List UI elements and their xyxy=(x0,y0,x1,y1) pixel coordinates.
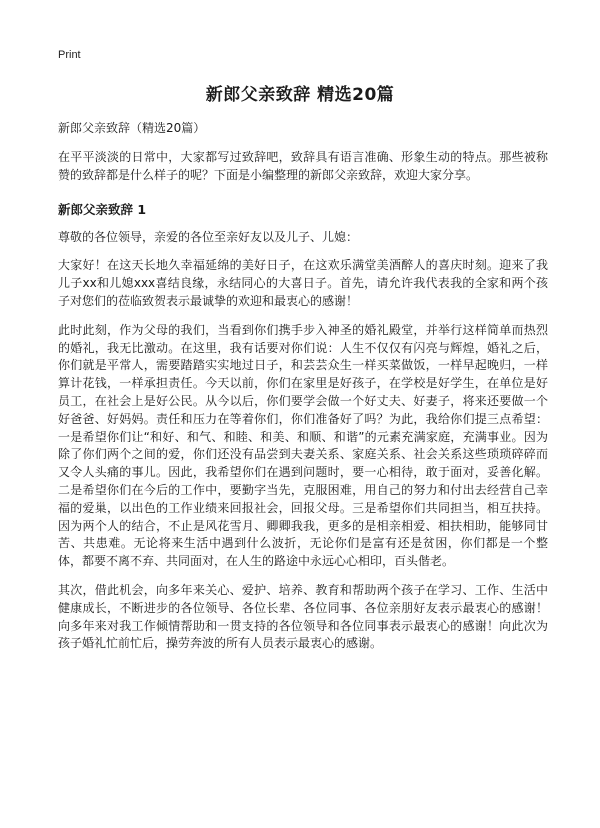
document-subtitle: 新郎父亲致辞（精选20篇） xyxy=(58,121,206,135)
body-paragraph-2: 此时此刻，作为父母的我们，当看到你们携手步入神圣的婚礼殿堂，并举行这样简单而热烈的婚礼，我无比激动。在这里，我有话要对你们说：人生不仅仅有闪亮与辉煌，婚礼之后，你们就是平常人，需要踏踏实实地过日子，和芸芸众生一样买菜做饭，一样早起晚归，一样算计花钱，一样承担责任。今天以前，你们在家里是好孩子，在学校是好学生，在单位是好员工，在社会上是好公民。从今以后，你们要学会做一个好丈夫、好妻子，将来还要做一个好爸爸、好妈妈。责任和压力在等着你们，你们准备好了吗？为此，我给你们提三点希望：一是希望你们让“和好、和气、和睦、和美、和顺、和谐”的元素充满家庭，充满事业。因为除了你们两个之间的爱，你们还没有品尝到夫妻关系、家庭关系、社会关系这些琐琐碎碎而又令人头痛的事儿。因此，我希望你们在遇到问题时，要一心相待，敢于面对，妥善化解。二是希望你们在今后的工作中，要勤字当先，克服困难，用自己的努力和付出去经营自己幸福的爱巢，以出色的工作业绩来回报社会，回报父母。三是希望你们共同担当，相互扶持。因为两个人的结合，不止是风花雪月、卿卿我我，更多的是相亲相爱、相扶相助，能够同甘苦、共患难。无论将来生活中遇到什么波折，无论你们是富有还是贫困，你们都是一个整体，都要不离不弃、共同面对，在人生的路途中永远心心相印，百头偕老。 xyxy=(58,322,548,569)
document-title: 新郎父亲致辞 精选20篇 xyxy=(205,85,395,105)
greeting-paragraph: 尊敬的各位领导，亲爱的各位至亲好友以及儿子、儿媳： xyxy=(58,229,359,244)
body-paragraph-3: 其次，借此机会，向多年来关心、爱护、培养、教育和帮助两个孩子在学习、工作、生活中健康成长，不断进步的各位领导、各位长辈、各位同事、各位亲朋好友表示最衷心的感谢！向多年来对我工作倾情帮助和一贯支持的各位领导和各位同事表示最衷心的感谢！向此次为孩子婚礼忙前忙后，操劳奔波的所有人员表示最衷心的感谢。 xyxy=(58,582,548,651)
document-body xyxy=(58,120,548,664)
print-link[interactable]: Print xyxy=(58,49,81,61)
body-paragraph-1: 大家好！在这天长地久幸福延绵的美好日子，在这欢乐满堂美酒醉人的喜庆时刻。迎来了我儿子xx和儿媳xxx喜结良缘，永结同心的大喜日子。首先，请允许我代表我的全家和两个孩子对您们的莅临致贺表示最诚挚的欢迎和最衷心的感谢！ xyxy=(58,258,548,308)
section-heading: 新郎父亲致辞 1 xyxy=(58,201,147,217)
intro-paragraph: 在平平淡淡的日常中，大家都写过致辞吧，致辞具有语言准确、形象生动的特点。那些被称赞的致辞都是什么样子的呢？下面是小编整理的新郎父亲致辞，欢迎大家分享。 xyxy=(58,150,548,182)
